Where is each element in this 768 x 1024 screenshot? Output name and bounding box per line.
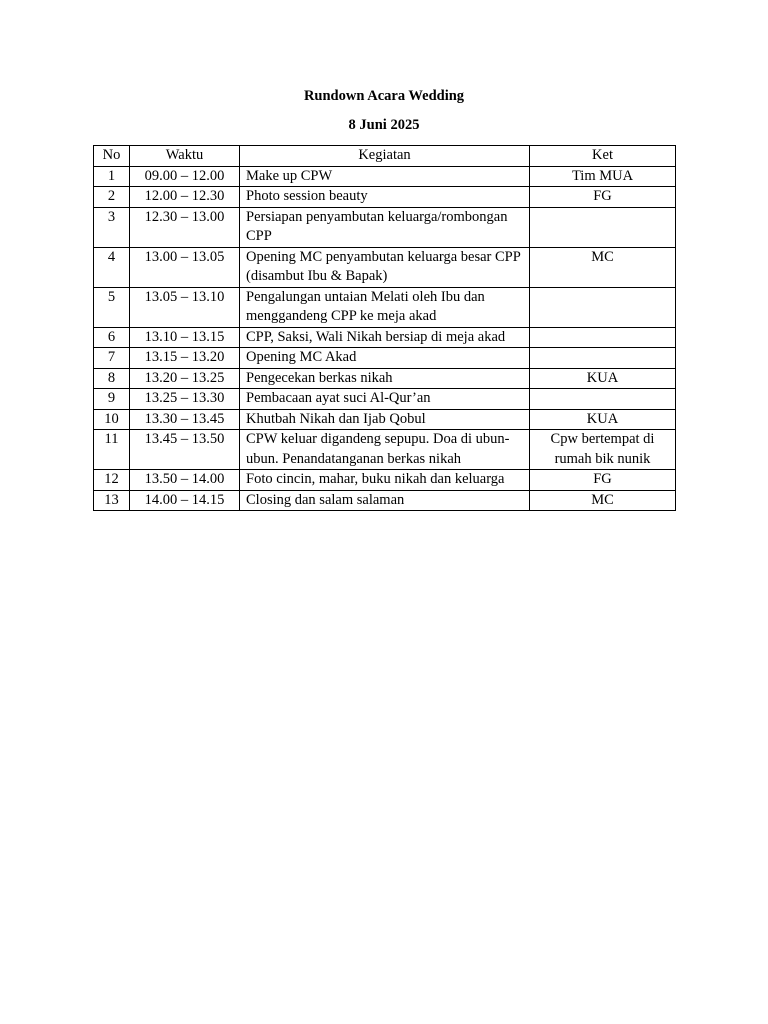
cell-activity: Make up CPW: [240, 166, 530, 187]
table-row: [94, 409, 676, 430]
cell-no: 13: [94, 490, 130, 511]
cell-no: 5: [94, 287, 130, 327]
table-row: [94, 327, 676, 348]
cell-no: 4: [94, 247, 130, 287]
table-row: [94, 348, 676, 369]
cell-activity: Opening MC penyambutan keluarga besar CPP (disambut Ibu & Bapak): [240, 247, 530, 287]
document-title: Rundown Acara Wedding: [303, 88, 465, 104]
cell-time: 09.00 – 12.00: [130, 166, 240, 187]
rundown-table: [93, 145, 676, 511]
cell-note: [530, 389, 676, 410]
cell-note: FG: [530, 187, 676, 208]
cell-time: 13.10 – 13.15: [130, 327, 240, 348]
cell-note: MC: [530, 247, 676, 287]
cell-time: 13.30 – 13.45: [130, 409, 240, 430]
cell-activity: Khutbah Nikah dan Ijab Qobul: [240, 409, 530, 430]
cell-time: 13.00 – 13.05: [130, 247, 240, 287]
cell-time: 14.00 – 14.15: [130, 490, 240, 511]
cell-activity: Persiapan penyambutan keluarga/rombongan CPP: [240, 207, 530, 247]
cell-time: 13.50 – 14.00: [130, 470, 240, 491]
header-no: No: [94, 146, 130, 167]
cell-no: 11: [94, 430, 130, 470]
cell-activity: Photo session beauty: [240, 187, 530, 208]
document-date: 8 Juni 2025: [348, 117, 420, 133]
cell-note: KUA: [530, 409, 676, 430]
cell-note: FG: [530, 470, 676, 491]
cell-no: 2: [94, 187, 130, 208]
cell-note: MC: [530, 490, 676, 511]
cell-no: 9: [94, 389, 130, 410]
cell-time: 12.00 – 12.30: [130, 187, 240, 208]
cell-time: 13.20 – 13.25: [130, 368, 240, 389]
cell-note: [530, 348, 676, 369]
table-row: [94, 287, 676, 327]
cell-activity: Pengalungan untaian Melati oleh Ibu dan menggandeng CPP ke meja akad: [240, 287, 530, 327]
table-header-row: [94, 146, 676, 167]
cell-time: 13.05 – 13.10: [130, 287, 240, 327]
cell-activity: Pembacaan ayat suci Al-Qur’an: [240, 389, 530, 410]
cell-activity: CPW keluar digandeng sepupu. Doa di ubun-ubun. Penandatanganan berkas nikah: [240, 430, 530, 470]
cell-activity: Opening MC Akad: [240, 348, 530, 369]
cell-note: [530, 207, 676, 247]
header-time: Waktu: [130, 146, 240, 167]
cell-time: 13.25 – 13.30: [130, 389, 240, 410]
cell-time: 13.15 – 13.20: [130, 348, 240, 369]
table-row: [94, 247, 676, 287]
table-row: [94, 207, 676, 247]
table-row: [94, 389, 676, 410]
cell-activity: Foto cincin, mahar, buku nikah dan keluarga: [240, 470, 530, 491]
table-body: [94, 166, 676, 511]
header-activity: Kegiatan: [240, 146, 530, 167]
cell-no: 12: [94, 470, 130, 491]
table-row: [94, 430, 676, 470]
cell-no: 7: [94, 348, 130, 369]
cell-activity: Closing dan salam salaman: [240, 490, 530, 511]
table-row: [94, 368, 676, 389]
table-row: [94, 166, 676, 187]
cell-no: 10: [94, 409, 130, 430]
cell-note: Tim MUA: [530, 166, 676, 187]
cell-note: Cpw bertempat di rumah bik nunik: [530, 430, 676, 470]
cell-time: 13.45 – 13.50: [130, 430, 240, 470]
cell-no: 8: [94, 368, 130, 389]
cell-note: [530, 287, 676, 327]
cell-no: 3: [94, 207, 130, 247]
cell-no: 6: [94, 327, 130, 348]
cell-no: 1: [94, 166, 130, 187]
table-row: [94, 187, 676, 208]
table-row: [94, 490, 676, 511]
cell-activity: CPP, Saksi, Wali Nikah bersiap di meja akad: [240, 327, 530, 348]
header-note: Ket: [530, 146, 676, 167]
cell-activity: Pengecekan berkas nikah: [240, 368, 530, 389]
cell-note: KUA: [530, 368, 676, 389]
cell-note: [530, 327, 676, 348]
cell-time: 12.30 – 13.00: [130, 207, 240, 247]
table-row: [94, 470, 676, 491]
